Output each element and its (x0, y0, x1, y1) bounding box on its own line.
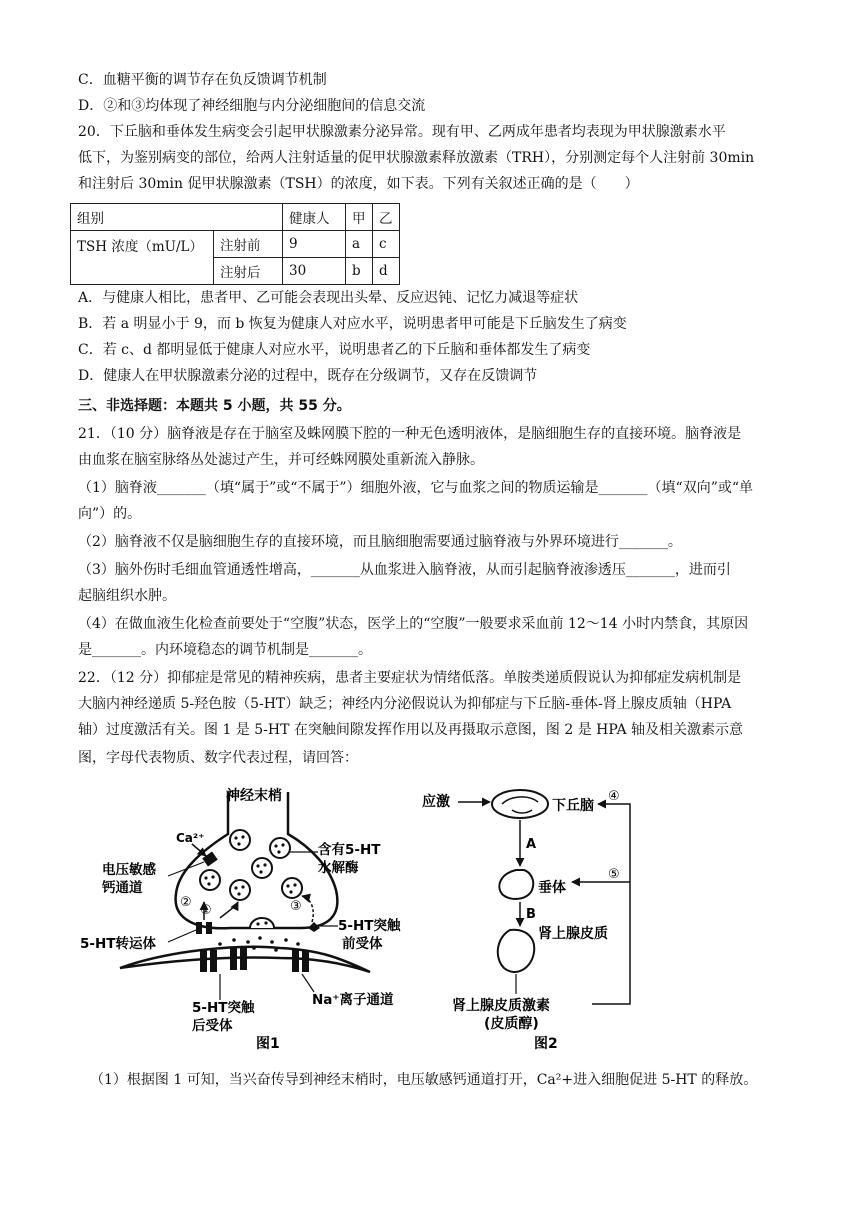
q20-stem-line1: 20．下丘脑和垂体发生病变会引起甲状腺激素分泌异常。现有甲、乙两成年患者均表现为甲状腺激素水平 (78, 124, 726, 140)
synaptic-vesicle (230, 880, 250, 900)
table-cell: 9 (283, 231, 346, 258)
q21-stem-line2: 由血浆在脑室脉络丛处滤过产生，并可经蛛网膜处重新流入静脉。 (78, 452, 484, 468)
hypothalamus-label: 下丘脑 (552, 798, 594, 814)
stress-label: 应激 (422, 794, 450, 810)
figure2-hpa-axis (422, 789, 630, 1052)
figure2-caption: 图2 (534, 1036, 558, 1052)
table-header-row (71, 204, 400, 231)
table-cell: d (373, 258, 400, 285)
q22-stem-line4: 图，字母代表物质、数字代表过程，请回答： (78, 750, 358, 766)
table-header-group: 组别 (71, 204, 283, 231)
sodium-channel (292, 950, 299, 972)
table-header-healthy: 健康人 (283, 204, 346, 231)
calcium-label: Ca²⁺ (176, 831, 205, 845)
synaptic-vesicle (230, 830, 250, 850)
sodium-channel-label: Na⁺离子通道 (312, 992, 394, 1008)
feedback-line (592, 804, 630, 1004)
q20-option-b: B．若 a 明显小于 9，而 b 恢复为健康人对应水平，说明患者甲可能是下丘脑发生了病变 (78, 316, 627, 332)
section-heading: 三、非选择题：本题共 5 小题，共 55 分。 (78, 398, 351, 414)
q21-part1-line2: 向”）的。 (78, 506, 142, 522)
q20-option-c: C．若 c、d 都明显低于健康人对应水平，说明患者乙的下丘脑和垂体都发生了病变 (78, 342, 591, 358)
postsyn-receptor-label-line2: 后受体 (192, 1018, 233, 1034)
synaptic-vesicle (282, 878, 302, 898)
table-cell: b (346, 258, 373, 285)
presyn-receptor-label-line1: 5-HT突触 (338, 918, 401, 934)
q19-option-c: C．血糖平衡的调节存在负反馈调节机制 (78, 72, 327, 88)
figure1-synapse (80, 787, 401, 1052)
process-3-number: ③ (290, 899, 302, 914)
q21-part3-line1: （3）脑外伤时毛细血管通透性增高，_______从血浆进入脑脊液，从而引起脑脊液渗透压_______，进而引 (78, 562, 731, 578)
figure1-caption: 图1 (256, 1036, 280, 1052)
hormone-a-label: A (526, 837, 537, 852)
nerve-ending-label: 神经末梢 (226, 788, 282, 804)
synaptic-vesicle (270, 838, 290, 858)
q21-stem-line1: 21．（10 分）脑脊液是存在于脑室及蛛网膜下腔的一种无色透明液体，是脑细胞生存的直接环境。脑脊液是 (78, 426, 742, 442)
pituitary-label: 垂体 (538, 880, 566, 896)
q19-option-d: D．②和③均体现了神经细胞与内分泌细胞间的信息交流 (78, 98, 426, 114)
vgcc-label-line2: 钙通道 (102, 880, 143, 896)
enzyme-label-line2: 水解酶 (318, 860, 359, 876)
cortisol-parenthetical-label: (皮质醇) (484, 1016, 539, 1032)
q21-part3-line2: 起脑组织水肿。 (78, 588, 176, 604)
table-cell: 30 (283, 258, 346, 285)
table-row (71, 231, 400, 258)
presyn-receptor-label-line2: 前受体 (342, 936, 383, 952)
q21-part4-line2: 是_______。内环境稳态的调节机制是_______。 (78, 642, 372, 658)
feedback-4-number: ④ (608, 789, 620, 804)
fusing-vesicle (250, 918, 274, 928)
q22-stem-line3: 轴）过度激活有关。图 1 是 5-HT 在突触间隙发挥作用以及再摄取示意图，图 2 是 HPA 轴及相关激素示意 (78, 722, 744, 738)
table-cell-after: 注射后 (214, 258, 283, 285)
pituitary-shape (499, 870, 533, 899)
synaptic-vesicle (200, 870, 220, 890)
presynaptic-receptor (308, 922, 320, 932)
enzyme-label-line1: 含有5-HT (318, 842, 381, 858)
hypothalamus-shape (492, 790, 548, 818)
table-cell: a (346, 231, 373, 258)
transporter-label: 5-HT转运体 (80, 936, 157, 952)
q21-part1-line1: （1）脑脊液_______（填“属于”或“不属于”）细胞外液，它与血浆之间的物质运输是_______（填“双向”或“单 (78, 480, 754, 496)
postsynaptic-receptor (200, 950, 207, 972)
figures-svg (80, 782, 640, 1060)
q22-part1: （1）根据图 1 可知，当兴奋传导到神经末梢时，电压敏感钙通道打开，Ca²+进入细胞促进 5-HT 的释放。 (90, 1072, 758, 1088)
calcium-channel (202, 851, 218, 866)
q21-part4-line1: （4）在做血液生化检查前要处于“空腹”状态，医学上的“空腹”一般要求采血前 12～14 小时内禁食，其原因 (78, 616, 749, 632)
process-2-number: ② (180, 895, 192, 910)
q22-stem-line2: 大脑内神经递质 5-羟色胺（5-HT）缺乏；神经内分泌假说认为抑郁症与下丘脑-垂体-肾上腺皮质轴（HPA (78, 696, 732, 712)
q21-part2: （2）脑脊液不仅是脑细胞生存的直接环境，而且脑细胞需要通过脑脊液与外界环境进行_______。 (78, 534, 682, 550)
adrenal-cortex-label: 肾上腺皮质 (538, 926, 608, 942)
adrenal-cortex-shape (498, 930, 535, 972)
table-cell-before: 注射前 (214, 231, 283, 258)
q20-stem-line2: 低下，为鉴别病变的部位，给两人注射适量的促甲状腺激素释放激素（TRH），分别测定每个人注射前 30min (78, 150, 755, 166)
feedback-5-number: ⑤ (608, 867, 620, 882)
serotonin-transporter (196, 922, 202, 934)
synaptic-vesicle (252, 858, 272, 878)
postsyn-receptor-label-line1: 5-HT突触 (192, 1000, 255, 1016)
table-header-yi: 乙 (373, 204, 400, 231)
tsh-table (70, 203, 400, 285)
cortisol-hormone-label: 肾上腺皮质激素 (452, 998, 550, 1014)
table-row-label: TSH 浓度（mU/L） (71, 231, 214, 285)
table-header-jia: 甲 (346, 204, 373, 231)
q20-option-d: D．健康人在甲状腺激素分泌的过程中，既存在分级调节，又存在反馈调节 (78, 368, 538, 384)
vgcc-label-line1: 电压敏感 (102, 862, 156, 878)
q20-stem-line3: 和注射后 30min 促甲状腺激素（TSH）的浓度，如下表。下列有关叙述正确的是（ ） (78, 176, 639, 192)
table-cell: c (373, 231, 400, 258)
q22-stem-line1: 22．（12 分）抑郁症是常见的精神疾病，患者主要症状为情绪低落。单胺类递质假说认为抑郁症发病机制是 (78, 670, 742, 686)
process-1-number: ① (200, 903, 212, 918)
q20-option-a: A．与健康人相比，患者甲、乙可能会表现出头晕、反应迟钝、记忆力减退等症状 (78, 290, 579, 306)
hormone-b-label: B (526, 907, 536, 922)
